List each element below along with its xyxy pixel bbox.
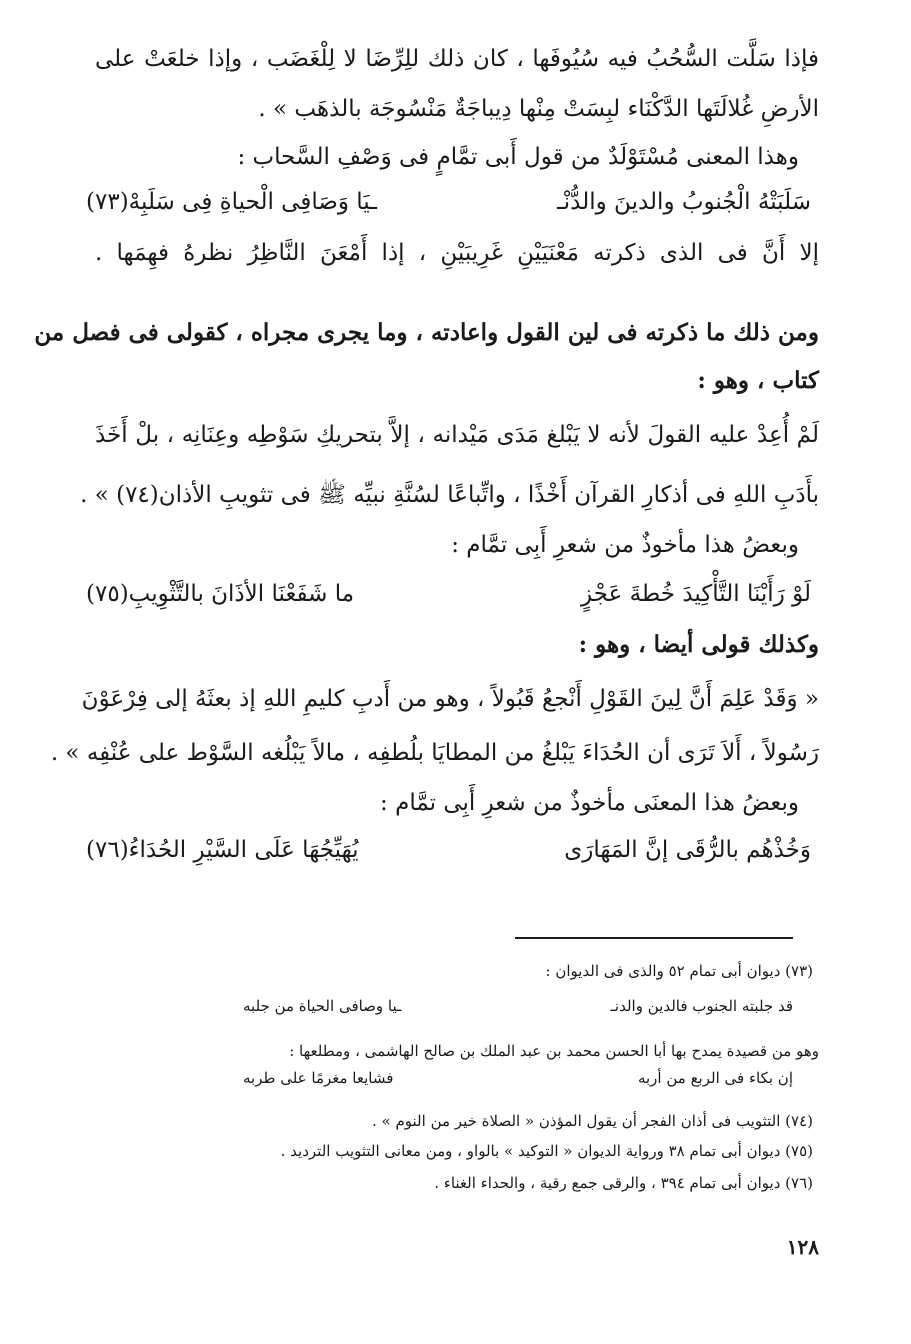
footnote-verse <box>243 994 793 1018</box>
footnote-73-continued: وهو من قصيدة يمدح بها أبا الحسن محمد بن عبد الملك بن صالح الهاشمى ، ومطلعها : <box>289 1042 819 1060</box>
paragraph-line: الأرضِ غُلالَتَها الدَّكْنَاء لبِسَتْ مِنْها دِيباجَةٌ مَنْسُوجَة بالذهَب » . <box>258 96 819 122</box>
footnote-separator <box>515 937 793 939</box>
footnote-verse-first-hemistich: قد جلبته الجنوب فالدين والدنـ <box>610 997 793 1015</box>
quote-line: رَسُولاً ، أَلاَ تَرَى أن الحُدَاءَ يَبْلغُ من المطايَا بلُطفِه ، مالاً يَبْلُغه السَّوْط على عُنْفِه » . <box>50 740 819 766</box>
intro-line: وبعضُ هذا مأخوذٌ من شعرِ أَبِى تمَّام : <box>451 532 799 558</box>
section-heading: كتاب ، وهو : <box>697 367 819 394</box>
verse-second-hemistich: ما شَفَعْنَا الأذَانَ بالتَّثْوِيبِ(٧٥) <box>86 581 355 607</box>
page-number: ١٢٨ <box>786 1235 819 1259</box>
section-heading: وكذلك قولى أيضا ، وهو : <box>578 631 819 658</box>
footnote-74: (٧٤) التثويب فى أذان الفجر أن يقول المؤذن « الصلاة خير من النوم » . <box>372 1112 813 1130</box>
verse-second-hemistich: ـيَا وَصَافِى الْحياةِ فِى سَلَبِهْ(٧٣) <box>86 189 377 215</box>
footnote-75: (٧٥) ديوان أبى تمام ٣٨ ورواية الديوان « التوكيد » بالواو ، ومن معانى التثويب الترديد . <box>280 1142 813 1160</box>
verse-first-hemistich: سَلَبَتْهُ الْجُنوبُ والدينَ والدُّنْـ <box>557 189 811 215</box>
paragraph-line: إلا أَنَّ فى الذى ذكرته مَعْنَيَيْنِ غَرِيبَيْنِ ، إذا أَمْعَنَ النَّاظِرُ نظرهُ فهِمَها . <box>95 240 819 266</box>
intro-line: وبعضُ هذا المعنَى مأخوذٌ من شعرِ أَبِى تمَّام : <box>380 790 799 816</box>
section-heading: ومن ذلك ما ذكرته فى لين القول واعادته ، وما يجرى مجراه ، كقولى فى فصل من <box>34 319 819 346</box>
footnote-verse-second-hemistich: فشايعا مغرمًا على طربه <box>243 1069 394 1087</box>
footnote-verse-first-hemistich: إن بكاء فى الربع من أربه <box>637 1069 793 1087</box>
quote-line: لَمْ أُعِدْ عليه القولَ لأنه لا يَبْلغ مَدَى مَيْدانه ، إلاَّ بتحريكِ سَوْطِه وعِنَانِه ، بلْ أَخَذَ <box>95 422 819 448</box>
verse-first-hemistich: وَخُذْهُم بالرُّقَى إنَّ المَهَارَى <box>564 837 811 863</box>
verse-line <box>86 186 811 218</box>
footnote-verse-second-hemistich: ـيا وصافى الحياة من جلبه <box>243 997 402 1015</box>
paragraph-line: وهذا المعنى مُسْتَوْلَدٌ من قول أَبى تمَّامٍ فى وَصْفِ السَّحاب : <box>237 144 799 170</box>
verse-line <box>86 834 811 866</box>
quote-line: بأَدَبِ اللهِ فى أذكارِ القرآن أَخْذًا ، واتِّباعًا لسُنَّةِ نبيِّه ﷺ فى تثويبِ الأذان(٧٤) » . <box>80 482 819 508</box>
verse-second-hemistich: يُهَيِّجُهَا عَلَى السَّيْرِ الحُدَاءُ(٧٦) <box>86 837 359 863</box>
paragraph-line: فإذا سَلَّت السُّحُبُ فيه سُيُوفَها ، كان ذلك للِرِّضَا لا لِلْغَضَب ، وإذا خلعَتْ على <box>95 46 819 72</box>
footnote-73: (٧٣) ديوان أبى تمام ٥٢ والذى فى الديوان : <box>545 962 813 980</box>
quote-line: « وَقَدْ عَلِمَ أَنَّ لِينَ القَوْلِ أَنْجعُ قَبُولاً ، وهو من أَدبِ كليمِ اللهِ إذ بعثَهُ إلى فِرْعَوْنَ <box>81 686 819 712</box>
footnote-verse <box>243 1066 793 1090</box>
verse-first-hemistich: لَوْ رَأَيْنَا التَّأْكِيدَ خُطةَ عَجْزٍ <box>581 581 811 607</box>
verse-line <box>86 578 811 610</box>
footnote-76: (٧٦) ديوان أبى تمام ٣٩٤ ، والرقى جمع رقية ، والحداء الغناء . <box>434 1174 813 1192</box>
